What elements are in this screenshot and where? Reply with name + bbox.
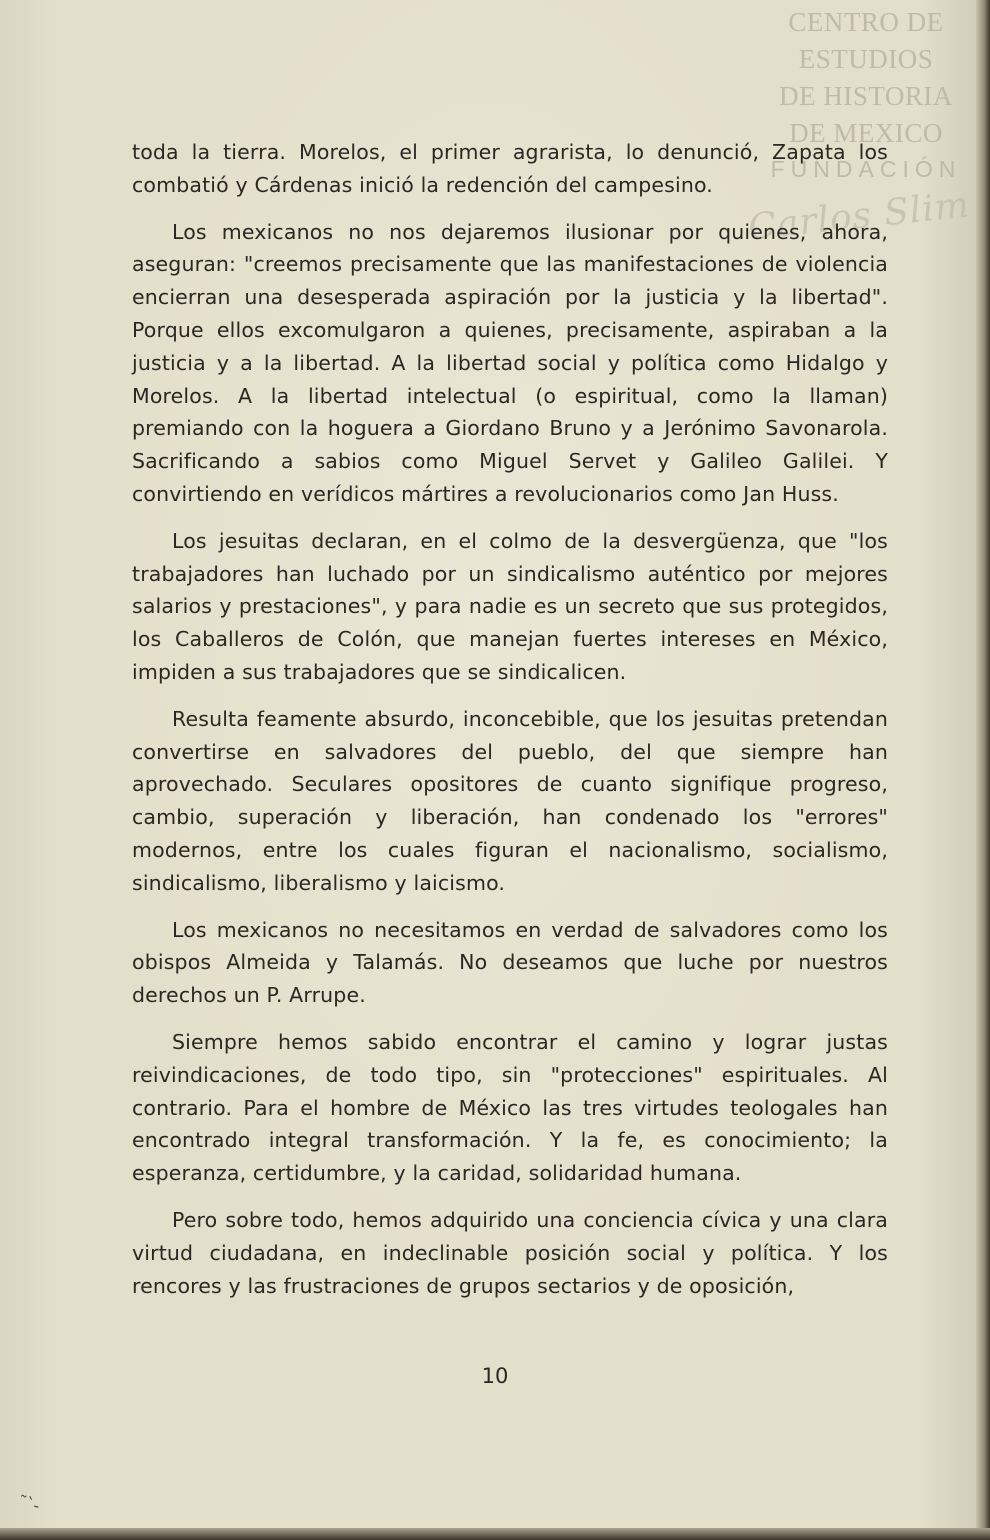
paragraph: Los mexicanos no nos dejaremos ilusionar por quienes, ahora, aseguran: "creemos precisamente que las manifestaciones de violencia encierran una desesperada aspiración por la justicia y la libertad". Porque ellos excomulgaron a quienes, precisamente, aspiraban a la justicia y a la libertad. A la libertad social y política como Hidalgo y Morelos. A la libertad intelectual (o espiritual, como la llaman) premiando con la hoguera a Giordano Bruno y a Jerónimo Savonarola. Sacrificando a sabios como Miguel Servet y Galileo Galilei. Y convirtiendo en verídicos mártires a revolucionarios como Jan Huss. [132, 219, 888, 506]
watermark-foundation: FUNDACIÓN [770, 156, 962, 182]
paragraph: Siempre hemos sabido encontrar el camino y lograr justas reivindicaciones, de todo tipo, sin "protecciones" espirituales. Al contrario. Para el hombre de México las tres virtudes teologales han encontrado integral transformación. Y la fe, es conocimiento; la esperanza, certidumbre, y la caridad, solidaridad humana. [132, 1029, 888, 1186]
page-number: 10 [481, 1364, 509, 1388]
paragraph: toda la tierra. Morelos, el primer agrarista, lo denunció, Zapata los combatió y Cárdenas inició la redención del campesino. [132, 140, 888, 197]
page-bottom-edge [0, 1528, 990, 1540]
watermark-signature: Carlos Slim [746, 184, 972, 249]
paragraph: Resulta feamente absurdo, inconcebible, que los jesuitas pretendan convertirse en salvadores del pueblo, del que siempre han aprovechado. Seculares opositores de cuanto signifique progreso, cambio, superación y liberación, han condenado los "errores" modernos, entre los cuales figuran el nacionalismo, socialismo, sindicalismo, liberalismo y laicismo. [132, 706, 888, 895]
watermark-line: CENTRO DE [788, 7, 944, 37]
page-right-edge [976, 0, 990, 1540]
paragraph: Pero sobre todo, hemos adquirido una conciencia cívica y una clara virtud ciudadana, en indeclinable posición social y política. Y los rencores y las frustraciones de grupos sectarios y de oposición, [132, 1207, 888, 1298]
watermark-line: ESTUDIOS [798, 44, 934, 74]
watermark-line: DE MEXICO [789, 118, 943, 148]
paragraph: Los jesuitas declaran, en el colmo de la desvergüenza, que "los trabajadores han luchado por un sindicalismo auténtico por mejores salarios y prestaciones", y para nadie es un secreto que sus protegidos, los Caballeros de Colón, que manejan fuertes intereses en México, impiden a sus trabajadores que se sindicalicen. [132, 528, 888, 684]
corner-mark: ˜`‐ [15, 1491, 42, 1516]
paragraph: Los mexicanos no necesitamos en verdad de salvadores como los obispos Almeida y Talamás. No deseamos que luche por nuestros derechos un P. Arrupe. [132, 917, 888, 1008]
body-text [132, 136, 888, 1316]
watermark-line: DE HISTORIA [779, 81, 953, 111]
